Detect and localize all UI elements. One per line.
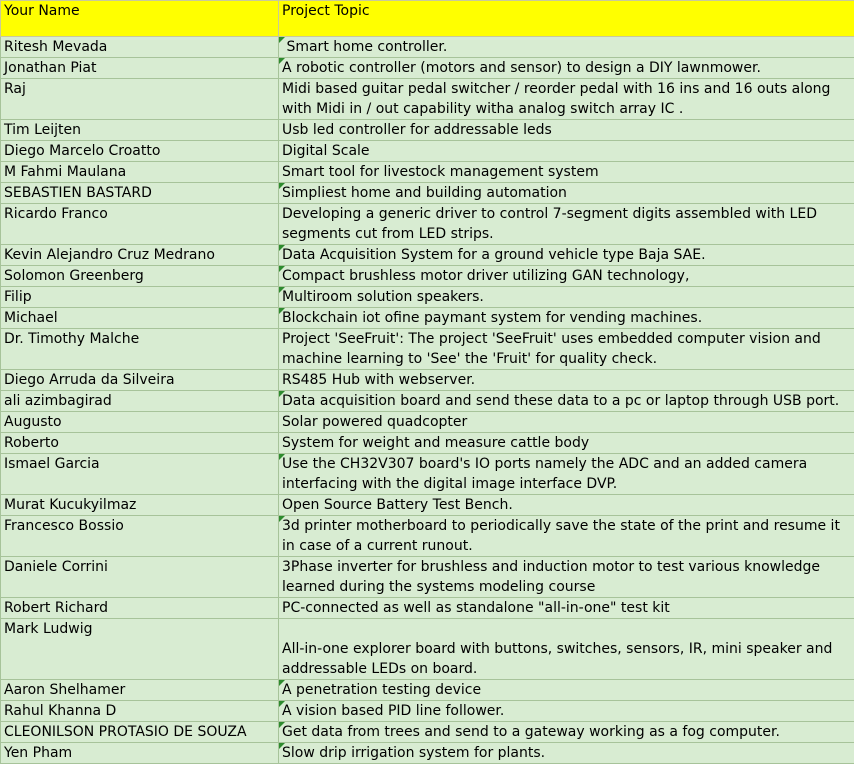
table-row [1,120,854,141]
name-cell[interactable]: Filip [1,287,279,308]
name-cell[interactable]: Daniele Corrini [1,557,279,598]
name-cell[interactable]: Ritesh Mevada [1,37,279,58]
table-row [1,619,854,680]
topic-cell[interactable]: Simpliest home and building automation [279,183,854,204]
table-row [1,308,854,329]
name-cell[interactable]: Michael [1,308,279,329]
topic-cell[interactable]: Usb led controller for addressable leds [279,120,854,141]
table-row [1,162,854,183]
topic-cell[interactable]: Smart tool for livestock management system [279,162,854,183]
table-row [1,495,854,516]
topic-cell[interactable]: Get data from trees and send to a gateway working as a fog computer. [279,722,854,743]
name-cell[interactable]: Aaron Shelhamer [1,680,279,701]
topic-cell[interactable]: Project 'SeeFruit': The project 'SeeFruit' uses embedded computer vision and machine learning to 'See' the 'Fruit' for quality check. [279,329,854,370]
table-row [1,58,854,79]
name-cell[interactable]: Raj [1,79,279,120]
name-cell[interactable]: Jonathan Piat [1,58,279,79]
name-cell[interactable]: M Fahmi Maulana [1,162,279,183]
name-cell[interactable]: SEBASTIEN BASTARD [1,183,279,204]
topic-cell[interactable]: Solar powered quadcopter [279,412,854,433]
topic-cell[interactable]: A penetration testing device [279,680,854,701]
table-row [1,722,854,743]
name-cell[interactable]: Roberto [1,433,279,454]
table-row [1,329,854,370]
table-row [1,37,854,58]
topic-cell[interactable]: Compact brushless motor driver utilizing GAN technology, [279,266,854,287]
name-cell[interactable]: Yen Pham [1,743,279,764]
table-body [1,37,854,764]
topic-cell[interactable]: A vision based PID line follower. [279,701,854,722]
table-row [1,454,854,495]
name-cell[interactable]: CLEONILSON PROTASIO DE SOUZA [1,722,279,743]
table-row [1,412,854,433]
table-row [1,79,854,120]
name-cell[interactable]: Tim Leijten [1,120,279,141]
name-cell[interactable]: Dr. Timothy Malche [1,329,279,370]
column-header-topic[interactable]: Project Topic [279,1,854,37]
topic-cell[interactable]: Data Acquisition System for a ground vehicle type Baja SAE. [279,245,854,266]
table-row [1,266,854,287]
name-cell[interactable]: Ricardo Franco [1,204,279,245]
header-row [1,1,854,37]
name-cell[interactable]: Diego Arruda da Silveira [1,370,279,391]
topic-cell[interactable]: RS485 Hub with webserver. [279,370,854,391]
name-cell[interactable]: ali azimbagirad [1,391,279,412]
topic-cell[interactable]: Use the CH32V307 board's IO ports namely the ADC and an added camera interfacing with the digital image interface DVP. [279,454,854,495]
table-row [1,245,854,266]
column-header-name[interactable]: Your Name [1,1,279,37]
name-cell[interactable]: Murat Kucukyilmaz [1,495,279,516]
topic-cell[interactable]: Developing a generic driver to control 7-segment digits assembled with LED segments cut from LED strips. [279,204,854,245]
name-cell[interactable]: Diego Marcelo Croatto [1,141,279,162]
name-cell[interactable]: Augusto [1,412,279,433]
topic-cell[interactable]: Open Source Battery Test Bench. [279,495,854,516]
topic-cell[interactable]: 3d printer motherboard to periodically save the state of the print and resume it in case of a current runout. [279,516,854,557]
name-cell[interactable]: Ismael Garcia [1,454,279,495]
table-row [1,287,854,308]
topic-cell[interactable]: 3Phase inverter for brushless and induction motor to test various knowledge learned during the systems modeling course [279,557,854,598]
table-row [1,183,854,204]
table-row [1,204,854,245]
table-row [1,433,854,454]
name-cell[interactable]: Mark Ludwig [1,619,279,680]
table-row [1,370,854,391]
table-row [1,141,854,162]
name-cell[interactable]: Robert Richard [1,598,279,619]
topic-cell[interactable]: System for weight and measure cattle body [279,433,854,454]
table-row [1,557,854,598]
topic-cell[interactable]: All-in-one explorer board with buttons, switches, sensors, IR, mini speaker and addressable LEDs on board. [279,619,854,680]
name-cell[interactable]: Rahul Khanna D [1,701,279,722]
topic-cell[interactable]: Midi based guitar pedal switcher / reorder pedal with 16 ins and 16 outs along with Midi in / out capability witha analog switch array IC . [279,79,854,120]
table-row [1,701,854,722]
table-row [1,680,854,701]
name-cell[interactable]: Solomon Greenberg [1,266,279,287]
name-cell[interactable]: Kevin Alejandro Cruz Medrano [1,245,279,266]
topic-cell[interactable]: PC-connected as well as standalone "all-in-one" test kit [279,598,854,619]
topic-cell[interactable]: Slow drip irrigation system for plants. [279,743,854,764]
topic-cell[interactable]: Multiroom solution speakers. [279,287,854,308]
topic-cell[interactable]: Blockchain iot ofine paymant system for vending machines. [279,308,854,329]
topic-cell[interactable]: Data acquisition board and send these data to a pc or laptop through USB port. [279,391,854,412]
table-row [1,598,854,619]
name-cell[interactable]: Francesco Bossio [1,516,279,557]
topic-cell[interactable]: Smart home controller. [279,37,854,58]
table-row [1,391,854,412]
table-row [1,516,854,557]
topic-cell[interactable]: Digital Scale [279,141,854,162]
table-row [1,743,854,764]
topic-cell[interactable]: A robotic controller (motors and sensor) to design a DIY lawnmower. [279,58,854,79]
